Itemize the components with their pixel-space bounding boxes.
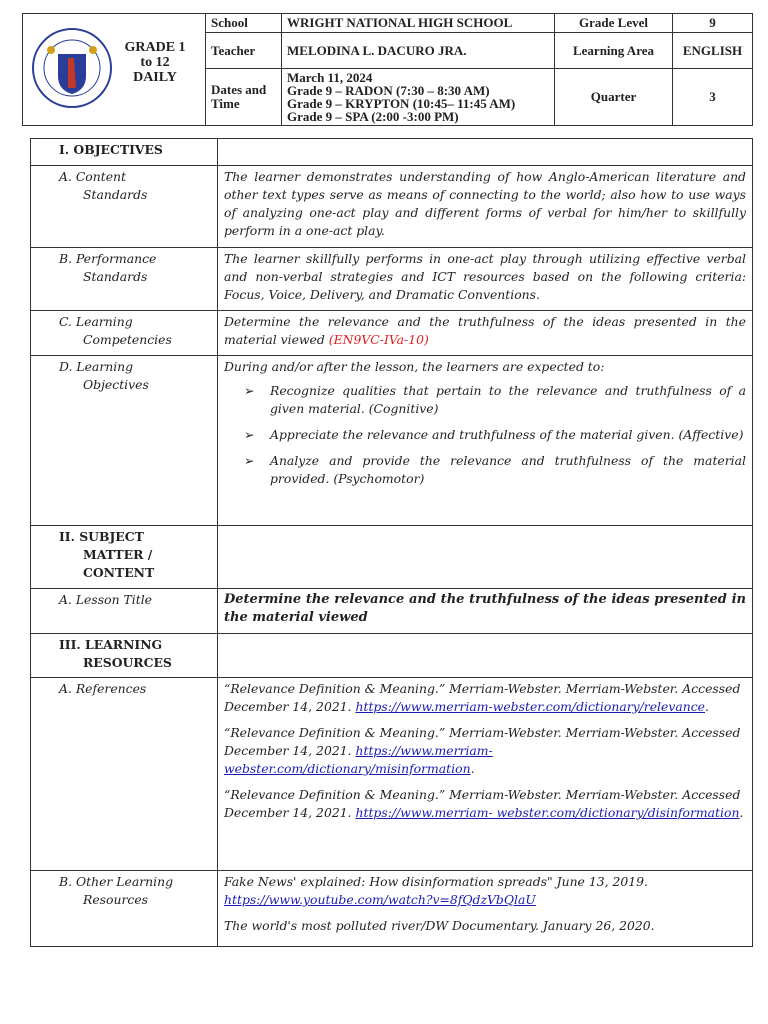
- other-resources-label: [31, 871, 218, 947]
- label-line: D. Learning: [59, 359, 134, 374]
- empty-cell: [218, 139, 753, 166]
- label-line: C. Learning: [59, 314, 133, 329]
- reference-text: “Relevance Definition & Meaning.” Merriam-Webster. Merriam-Webster. Accessed December 14, 2021.: [224, 725, 741, 758]
- competency-text: Determine the relevance and the truthfulness of the ideas presented in the material viewed: [224, 314, 746, 347]
- lesson-title-label: A. Lesson Title: [31, 589, 218, 634]
- empty-cell: [218, 634, 753, 678]
- dates-value: [282, 69, 555, 126]
- other-resources-list: [218, 871, 753, 947]
- date-line: March 11, 2024: [287, 70, 373, 85]
- subject-matter-heading: [31, 526, 218, 589]
- references-list: [218, 678, 753, 871]
- reference-link[interactable]: https://www.merriam- webster.com/dictionary/misinformation: [224, 743, 493, 776]
- period: .: [739, 805, 744, 820]
- grade-level-value: 9: [673, 14, 753, 33]
- learning-objectives-label: [31, 356, 218, 526]
- learning-area-value: ENGLISH: [673, 33, 753, 69]
- dates-label: Dates and Time: [206, 69, 282, 126]
- empty-cell: [218, 526, 753, 589]
- heading-line: MATTER /: [83, 547, 153, 562]
- grade-level-label: Grade Level: [555, 14, 673, 33]
- deped-seal-logo: [31, 24, 113, 112]
- performance-standards-text: The learner skillfully performs in one-act play through utilizing effective verbal and non-verbal strategies and ICT resources based on the following criteria: Focus, Voice, Delivery, and Dramatic Conventions.: [218, 248, 753, 311]
- heading-line: CONTENT: [83, 565, 155, 580]
- teacher-label: Teacher: [206, 33, 282, 69]
- reference-text: “Relevance Definition & Meaning.” Merriam-Webster. Merriam-Webster. Accessed December 14, 2021.: [224, 787, 741, 820]
- label-line: Objectives: [83, 377, 149, 392]
- teacher-value: MELODINA L. DACURO JRA.: [282, 33, 555, 69]
- label-line: Competencies: [83, 332, 172, 347]
- title-line: DAILY: [133, 70, 177, 85]
- list-item: [244, 452, 746, 488]
- arrow-bullet-icon: ➢: [244, 453, 255, 468]
- arrow-bullet-icon: ➢: [244, 383, 255, 398]
- school-value: WRIGHT NATIONAL HIGH SCHOOL: [282, 14, 555, 33]
- label-line: A. Content: [59, 169, 127, 184]
- resource-text: The world's most polluted river/DW Documentary. January 26, 2020.: [224, 918, 655, 933]
- objectives-heading: I. OBJECTIVES: [31, 139, 218, 166]
- label-line: B. Performance: [59, 251, 157, 266]
- learning-area-label: Learning Area: [555, 33, 673, 69]
- heading-line: II. SUBJECT: [59, 529, 144, 544]
- youtube-link[interactable]: https://www.youtube.com/watch?v=8fQdzVbQlaU: [224, 892, 536, 907]
- header-table: [22, 13, 753, 126]
- reference-link[interactable]: https://www.merriam-webster.com/dictionary/relevance: [355, 699, 705, 714]
- label-line: B. Other Learning: [59, 874, 174, 889]
- lesson-title-text: Determine the relevance and the truthfulness of the ideas presented in the material viewed: [218, 589, 753, 634]
- schedule-line: Grade 9 – SPA (2:00 -3:00 PM): [287, 109, 459, 124]
- list-item: [244, 382, 746, 418]
- objectives-intro: During and/or after the lesson, the learners are expected to:: [224, 359, 605, 374]
- references-label: A. References: [31, 678, 218, 871]
- objective-text: Appreciate the relevance and truthfulness of the material given. (Affective): [270, 427, 744, 442]
- competency-code: (EN9VC-IVa-10): [328, 332, 429, 347]
- reference-item: [224, 786, 746, 822]
- reference-link[interactable]: https://www.merriam- webster.com/dictionary/disinformation: [355, 805, 740, 820]
- content-standards-text: The learner demonstrates understanding of how Anglo-American literature and other text types serve as means of connecting to the world; also how to use ways of analyzing one-act play and different forms of verbal for him/her to skillfully perform in a one-act play.: [218, 166, 753, 248]
- document-title: [115, 40, 195, 85]
- heading-line: III. LEARNING: [59, 637, 163, 652]
- list-item: [244, 426, 746, 444]
- title-line: to 12: [140, 55, 170, 70]
- objectives-list: [224, 382, 746, 488]
- school-label: School: [206, 14, 282, 33]
- period: .: [705, 699, 709, 714]
- learning-competencies-text: [218, 311, 753, 356]
- learning-competencies-label: [31, 311, 218, 356]
- schedule-line: Grade 9 – KRYPTON (10:45– 11:45 AM): [287, 96, 516, 111]
- heading-line: RESOURCES: [83, 655, 172, 670]
- label-line: Standards: [83, 187, 148, 202]
- label-line: Standards: [83, 269, 148, 284]
- lesson-plan-table: [30, 138, 753, 947]
- reference-item: [224, 724, 746, 778]
- performance-standards-label: [31, 248, 218, 311]
- learning-objectives-text: [218, 356, 753, 526]
- reference-item: [224, 680, 746, 716]
- logo-cell: [23, 14, 206, 126]
- quarter-label: Quarter: [555, 69, 673, 126]
- schedule-line: Grade 9 – RADON (7:30 – 8:30 AM): [287, 83, 490, 98]
- content-standards-label: [31, 166, 218, 248]
- objective-text: Analyze and provide the relevance and truthfulness of the material provided. (Psychomotor): [270, 453, 746, 486]
- label-line: Resources: [83, 892, 149, 907]
- resource-text: Fake News' explained: How disinformation spreads" June 13, 2019.: [224, 874, 648, 889]
- objective-text: Recognize qualities that pertain to the relevance and truthfulness of a given material. (Cognitive): [270, 383, 746, 416]
- period: .: [470, 761, 475, 776]
- reference-text: “Relevance Definition & Meaning.” Merriam-Webster. Merriam-Webster. Accessed December 14, 2021.: [224, 681, 741, 714]
- title-line: GRADE 1: [124, 40, 186, 55]
- learning-resources-heading: [31, 634, 218, 678]
- arrow-bullet-icon: ➢: [244, 427, 255, 442]
- quarter-value: 3: [673, 69, 753, 126]
